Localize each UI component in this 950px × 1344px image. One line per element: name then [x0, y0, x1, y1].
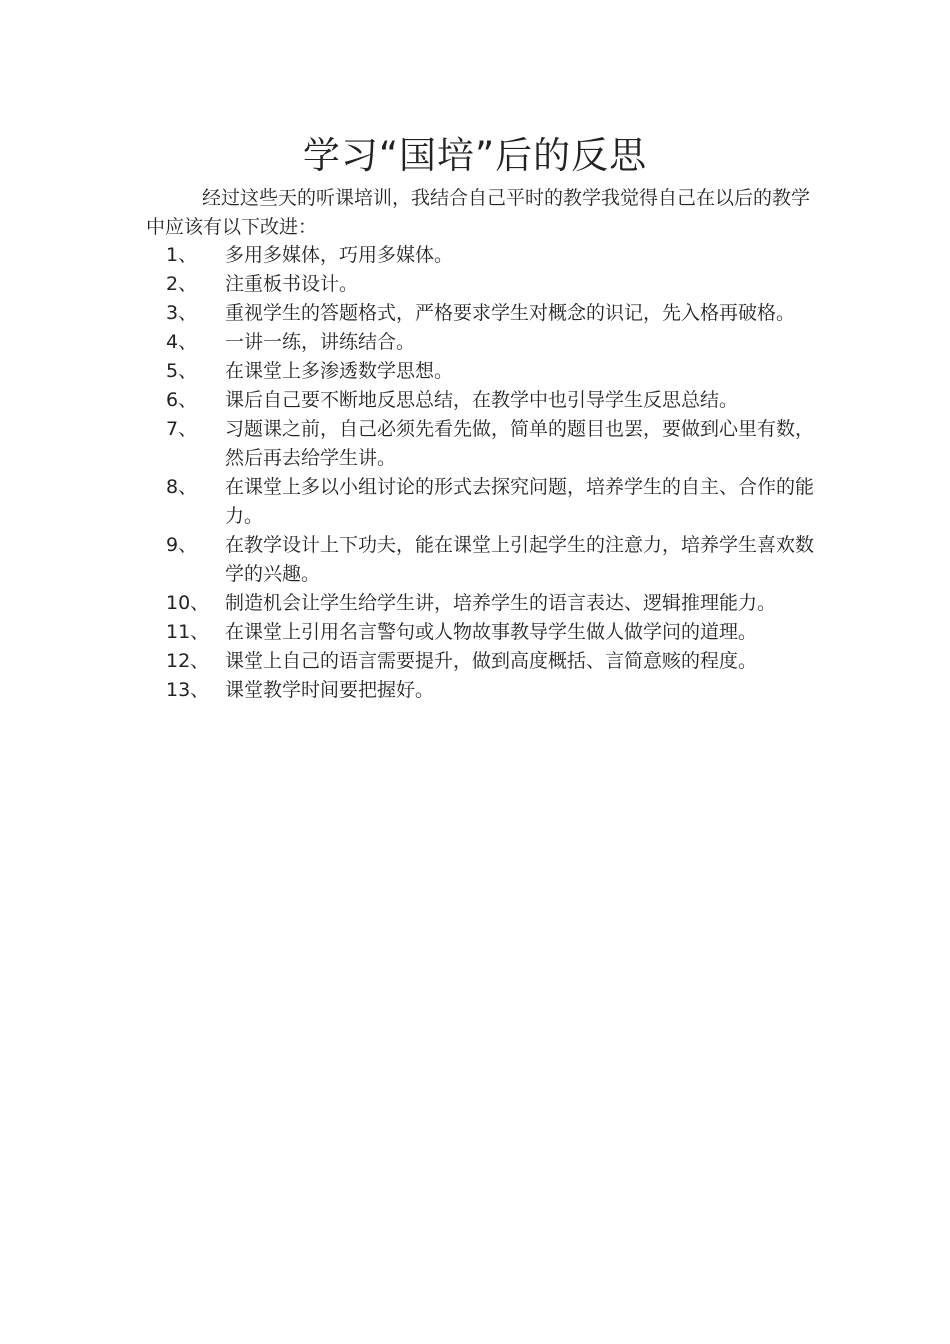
list-item-text: 一讲一练，讲练结合。 [225, 331, 416, 353]
list-item-number: 11、 [166, 621, 210, 643]
list-item-text: 课堂上自己的语言需要提升，做到高度概括、言简意赅的程度。 [225, 650, 758, 672]
list-item-number: 4、 [166, 331, 198, 353]
list-item [0, 531, 950, 589]
improvement-list [0, 241, 950, 705]
document-title: 学习“国培”后的反思 [302, 134, 648, 177]
list-item-number: 1、 [166, 244, 198, 266]
list-item-text: 在教学设计上下功夫，能在课堂上引起学生的注意力，培养学生喜欢数学的兴趣。 [225, 534, 815, 585]
list-item [0, 589, 950, 618]
list-item-number: 6、 [166, 389, 198, 411]
list-item-text: 课后自己要不断地反思总结，在教学中也引导学生反思总结。 [225, 389, 739, 411]
list-item-number: 3、 [166, 302, 198, 324]
list-item-text: 制造机会让学生给学生讲，培养学生的语言表达、逻辑推理能力。 [225, 592, 777, 614]
list-item [0, 270, 950, 299]
list-item-number: 10、 [166, 592, 210, 614]
list-item-text: 注重板书设计。 [225, 273, 359, 295]
list-item-text: 在课堂上多以小组讨论的形式去探究问题，培养学生的自主、合作的能力。 [225, 476, 815, 527]
list-item-text: 课堂教学时间要把握好。 [225, 679, 435, 701]
list-item [0, 676, 950, 705]
list-item [0, 299, 950, 328]
list-item [0, 328, 950, 357]
list-item-number: 8、 [166, 476, 198, 498]
list-item-text: 在课堂上引用名言警句或人物故事教导学生做人做学问的道理。 [225, 621, 758, 643]
list-item-number: 7、 [166, 418, 198, 440]
list-item-number: 9、 [166, 534, 198, 556]
list-item-text: 在课堂上多渗透数学思想。 [225, 360, 454, 382]
list-item-number: 12、 [166, 650, 210, 672]
list-item-number: 2、 [166, 273, 198, 295]
list-item-text: 重视学生的答题格式，严格要求学生对概念的识记，先入格再破格。 [225, 302, 796, 324]
list-item [0, 415, 950, 473]
list-item-text: 习题课之前，自己必须先看先做，简单的题目也罢，要做到心里有数，然后再去给学生讲。 [225, 418, 815, 469]
list-item [0, 473, 950, 531]
list-item [0, 386, 950, 415]
list-item [0, 618, 950, 647]
list-item-text: 多用多媒体，巧用多媒体。 [225, 244, 454, 266]
intro-paragraph: 经过这些天的听课培训，我结合自己平时的教学我觉得自己在以后的教学中应该有以下改进： [146, 187, 811, 238]
list-item-number: 5、 [166, 360, 198, 382]
list-item [0, 241, 950, 270]
list-item [0, 647, 950, 676]
list-item-number: 13、 [166, 679, 210, 701]
list-item [0, 357, 950, 386]
